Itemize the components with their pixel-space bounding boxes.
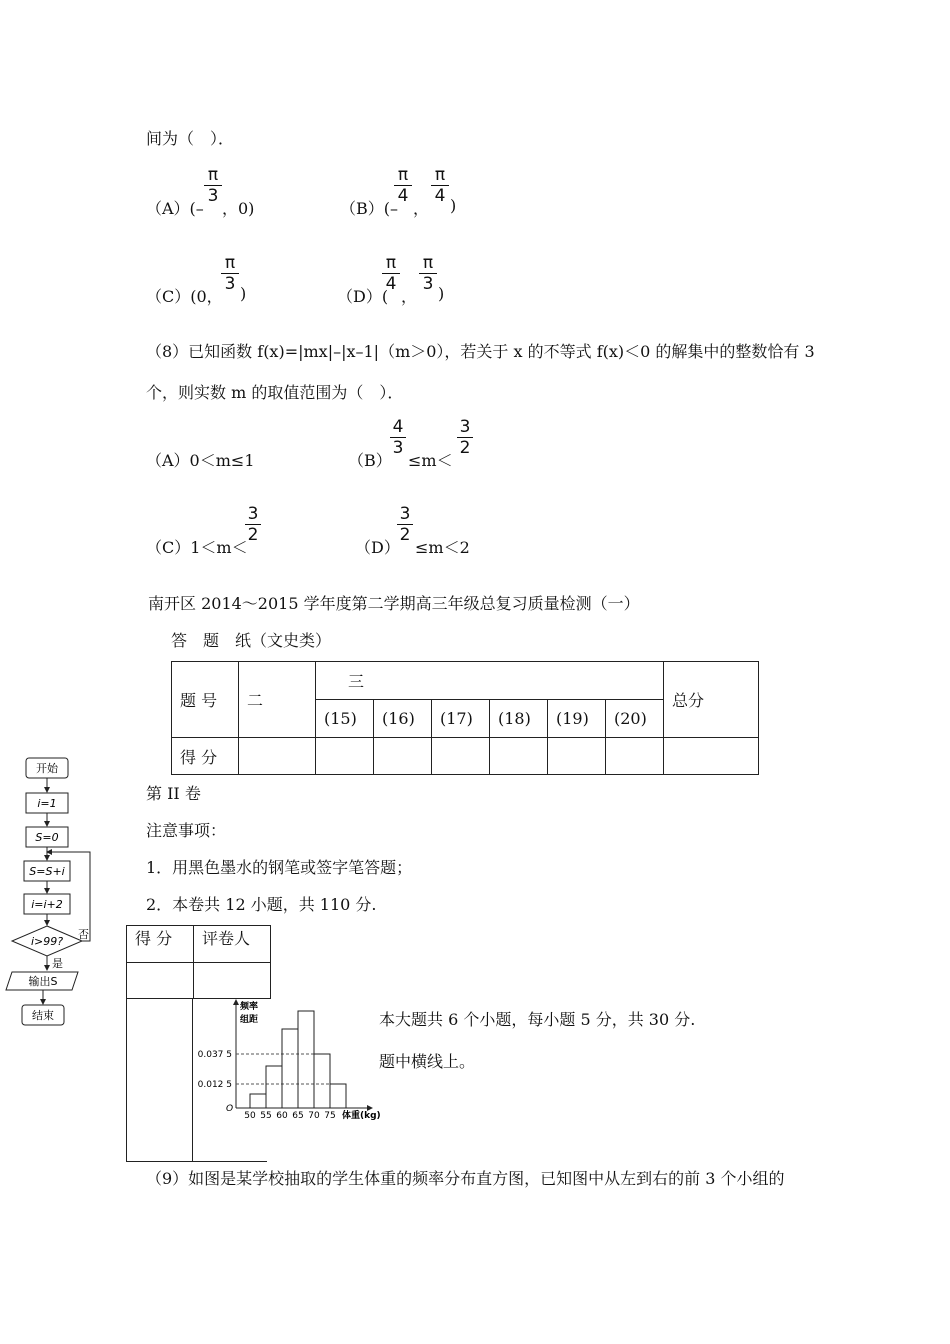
section-instruction-2: 题中横线上。: [379, 1052, 476, 1071]
grading-grader-cell[interactable]: [194, 963, 271, 999]
q8-option-d-label: （D）: [355, 538, 400, 557]
fraction-3-over-2: 3 2: [457, 418, 473, 457]
answer-sheet-title: 答 题 纸（文史类）: [171, 631, 332, 650]
flow-condition-label: i>99?: [30, 935, 64, 948]
q7-option-b-end: ): [450, 196, 457, 215]
hist-x-tick: 75: [324, 1111, 336, 1120]
flow-end-label: 结束: [32, 1009, 54, 1022]
flow-no-label: 否: [78, 928, 89, 941]
frame-line-left: [126, 998, 127, 1162]
hist-x-tick: 55: [260, 1111, 272, 1120]
hist-bar: [298, 1011, 314, 1108]
hist-bar: [250, 1094, 266, 1108]
score-table-col: (17): [432, 700, 490, 738]
q9-stem: （9）如图是某学校抽取的学生体重的频率分布直方图，已知图中从左到右的前 3 个小组的: [146, 1169, 785, 1188]
flow-yes-label: 是: [52, 957, 63, 970]
fraction-pi-over-4: π 4: [394, 166, 412, 205]
score-table-col: (18): [490, 700, 548, 738]
hist-bar: [314, 1054, 330, 1108]
score-table-section-3: 三: [316, 662, 664, 700]
score-table-total: 总分: [664, 662, 759, 738]
hist-origin: O: [226, 1104, 234, 1114]
score-cell[interactable]: [316, 738, 374, 775]
hist-ylabel-top: 频率: [240, 1002, 259, 1012]
score-cell[interactable]: [374, 738, 432, 775]
hist-x-tick: 70: [308, 1111, 320, 1120]
frame-line-mid: [192, 998, 193, 1162]
score-table-col: (15): [316, 700, 374, 738]
score-table-col: (19): [548, 700, 606, 738]
notice-title: 注意事项：: [146, 821, 227, 840]
hist-y-tick-1: 0.037 5: [197, 1050, 232, 1060]
score-table-section-2: 二: [239, 662, 316, 738]
hist-x-tick: 65: [292, 1111, 304, 1120]
flow-increment-label: i=i+2: [31, 898, 63, 911]
q8-option-c-label: （C）1＜m＜: [146, 538, 248, 557]
score-cell[interactable]: [490, 738, 548, 775]
hist-xlabel: 体重(kg): [342, 1111, 381, 1120]
q8-option-b-label: （B）: [348, 451, 392, 470]
grading-table-grader-label: 评卷人: [194, 926, 271, 963]
score-cell[interactable]: [548, 738, 606, 775]
hist-ylabel-bottom: 组距: [240, 1015, 259, 1025]
q7-option-b-label: （B）(–: [340, 199, 399, 218]
fraction-pi-over-3: π 3: [221, 254, 239, 293]
score-table-defen: 得 分: [172, 738, 239, 775]
fraction-pi-over-3: π 3: [419, 254, 437, 293]
q8-stem-line1: （8）已知函数 f(x)=|mx|–|x–1|（m＞0），若关于 x 的不等式 f(x)＜0 的解集中的整数恰有 3: [146, 342, 815, 361]
score-cell[interactable]: [606, 738, 664, 775]
grading-table-score-label: 得 分: [127, 926, 194, 963]
score-cell[interactable]: [239, 738, 316, 775]
hist-bar: [330, 1084, 346, 1108]
grading-table: [126, 925, 271, 999]
exam-title: 南开区 2014～2015 学年度第二学期高三年级总复习质量检测（一）: [148, 594, 640, 613]
fraction-pi-over-4: π 4: [431, 166, 449, 205]
q8-stem-line2: 个，则实数 m 的取值范围为（ ）．: [146, 383, 404, 402]
flow-init-s-label: S=0: [35, 831, 59, 844]
notice-item-1: 1．用黑色墨水的钢笔或签字笔答题；: [146, 858, 413, 877]
q7-option-c-label: （C）(0，: [146, 287, 223, 306]
flow-output-label: 输出S: [28, 975, 58, 988]
fraction-4-over-3: 4 3: [390, 418, 406, 457]
score-table: [171, 661, 759, 775]
flowchart-diagram: [0, 752, 100, 1042]
hist-x-tick: 60: [276, 1111, 288, 1120]
hist-bar: [266, 1066, 282, 1108]
q8-option-d-end: ≤m＜2: [415, 538, 470, 557]
q7-option-c-end: ): [240, 284, 247, 303]
notice-item-2: 2．本卷共 12 小题，共 110 分.: [146, 895, 377, 914]
flow-start-label: 开始: [36, 762, 58, 775]
hist-y-tick-2: 0.012 5: [197, 1080, 232, 1090]
score-table-tihao: 题 号: [172, 662, 239, 738]
q7-option-d-end: ): [438, 284, 445, 303]
score-cell[interactable]: [432, 738, 490, 775]
score-table-col: (16): [374, 700, 432, 738]
q7-option-d-mid: ，: [401, 287, 418, 306]
score-table-col: (20): [606, 700, 664, 738]
q7-option-a-end: ，0): [222, 199, 255, 218]
flow-sum-label: S=S+i: [29, 865, 65, 878]
flow-init-i-label: i=1: [37, 797, 57, 810]
q7-option-d-label: （D）(: [337, 287, 389, 306]
q7-tail: 间为（ ）．: [146, 129, 235, 148]
weight-histogram: [196, 996, 386, 1120]
frame-line-bottom: [126, 1161, 267, 1162]
grading-score-cell[interactable]: [127, 963, 194, 999]
fraction-3-over-2: 3 2: [397, 505, 413, 544]
q8-option-b-end: ≤m＜: [408, 451, 453, 470]
q7-option-a-label: （A）(–: [146, 199, 204, 218]
score-cell[interactable]: [664, 738, 759, 775]
fraction-3-over-2: 3 2: [245, 505, 261, 544]
q8-option-a: （A）0＜m≤1: [146, 451, 255, 470]
q7-option-b-mid: ，: [413, 199, 430, 218]
part-2-heading: 第 II 卷: [146, 784, 201, 803]
fraction-pi-over-3: π 3: [204, 166, 222, 205]
hist-x-tick: 50: [244, 1111, 256, 1120]
hist-bar: [282, 1029, 298, 1108]
fraction-pi-over-4: π 4: [382, 254, 400, 293]
section-instruction-1: 本大题共 6 个小题，每小题 5 分，共 30 分.: [379, 1010, 696, 1029]
